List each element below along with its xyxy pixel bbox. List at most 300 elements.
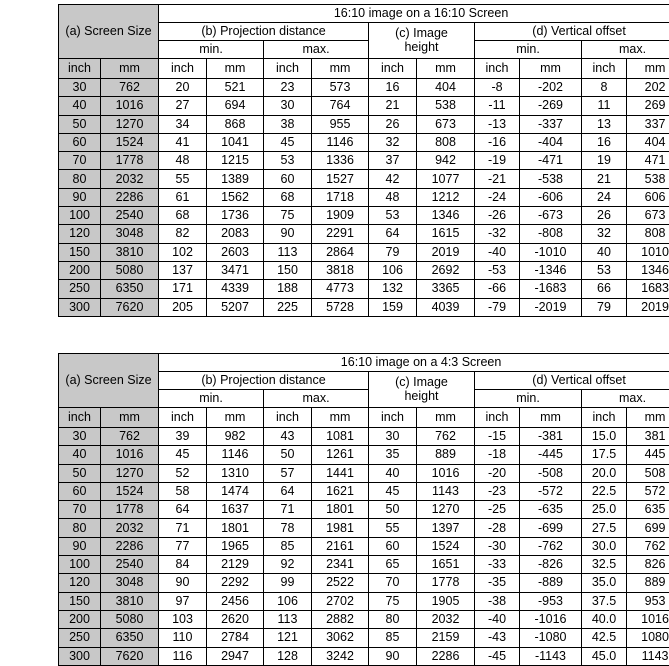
table-cell: -21 bbox=[475, 170, 520, 188]
table-cell: 64 bbox=[264, 482, 312, 500]
unit-cell: inch bbox=[59, 408, 101, 428]
table-cell: 100 bbox=[59, 207, 101, 225]
table-cell: 90 bbox=[264, 225, 312, 243]
table-cell: 80 bbox=[59, 519, 101, 537]
table-cell: 1270 bbox=[417, 501, 475, 519]
table-cell: 1080 bbox=[627, 629, 669, 647]
table-cell: -16 bbox=[475, 133, 520, 151]
table-cell: 1077 bbox=[417, 170, 475, 188]
table-row bbox=[59, 261, 669, 279]
table-cell: 21 bbox=[369, 97, 417, 115]
projection-table-16-10-on-4-3 bbox=[58, 353, 669, 666]
projection-distance-header: (b) Projection distance bbox=[159, 372, 369, 390]
table-cell: 85 bbox=[264, 537, 312, 555]
table-cell: -13 bbox=[475, 115, 520, 133]
table-cell: 3242 bbox=[312, 647, 369, 665]
unit-cell: inch bbox=[369, 59, 417, 79]
table-cell: 40 bbox=[59, 446, 101, 464]
table-cell: 471 bbox=[627, 152, 669, 170]
table-cell: 889 bbox=[627, 574, 669, 592]
table-cell: 61 bbox=[159, 188, 207, 206]
unit-cell: mm bbox=[101, 59, 159, 79]
table-cell: -808 bbox=[520, 225, 582, 243]
table-cell: 2864 bbox=[312, 243, 369, 261]
table-cell: 1146 bbox=[312, 133, 369, 151]
table-cell: 53 bbox=[582, 261, 627, 279]
table-cell: 1441 bbox=[312, 464, 369, 482]
unit-cell: inch bbox=[59, 59, 101, 79]
table-cell: 445 bbox=[627, 446, 669, 464]
table-cell: 1346 bbox=[417, 207, 475, 225]
table-cell: -538 bbox=[520, 170, 582, 188]
table-cell: -11 bbox=[475, 97, 520, 115]
table-cell: 113 bbox=[264, 243, 312, 261]
vertical-offset-header: (d) Vertical offset bbox=[475, 372, 669, 390]
table-row bbox=[59, 152, 669, 170]
projection-distance-max-header: max. bbox=[264, 41, 369, 59]
table-row bbox=[59, 629, 669, 647]
projection-distance-min-header: min. bbox=[159, 390, 264, 408]
table-cell: 102 bbox=[159, 243, 207, 261]
table-cell: 2032 bbox=[101, 519, 159, 537]
table-cell: 150 bbox=[59, 592, 101, 610]
table-cell: 106 bbox=[369, 261, 417, 279]
table-cell: 2161 bbox=[312, 537, 369, 555]
unit-cell: mm bbox=[312, 408, 369, 428]
table-cell: -699 bbox=[520, 519, 582, 537]
table-cell: 1718 bbox=[312, 188, 369, 206]
table-cell: 521 bbox=[207, 79, 264, 97]
table-cell: 7620 bbox=[101, 647, 159, 665]
table-cell: 2540 bbox=[101, 207, 159, 225]
table-cell: -606 bbox=[520, 188, 582, 206]
image-height-line-2: height bbox=[369, 41, 474, 54]
table-cell: 5207 bbox=[207, 298, 264, 316]
table-cell: 250 bbox=[59, 280, 101, 298]
table-cell: 17.5 bbox=[582, 446, 627, 464]
table-cell: 92 bbox=[264, 556, 312, 574]
table-cell: 1801 bbox=[312, 501, 369, 519]
unit-cell: inch bbox=[264, 59, 312, 79]
table-cell: 35 bbox=[369, 446, 417, 464]
table-cell: -1016 bbox=[520, 610, 582, 628]
table-cell: 762 bbox=[627, 537, 669, 555]
table-cell: 1041 bbox=[207, 133, 264, 151]
table-cell: 2032 bbox=[417, 610, 475, 628]
table-cell: -40 bbox=[475, 610, 520, 628]
table-cell: 1474 bbox=[207, 482, 264, 500]
table-cell: -673 bbox=[520, 207, 582, 225]
table-cell: 337 bbox=[627, 115, 669, 133]
table-cell: 70 bbox=[369, 574, 417, 592]
table-cell: 200 bbox=[59, 610, 101, 628]
table-cell: 200 bbox=[59, 261, 101, 279]
table-cell: 2032 bbox=[101, 170, 159, 188]
unit-cell: inch bbox=[369, 408, 417, 428]
unit-cell: mm bbox=[417, 408, 475, 428]
table-cell: 45.0 bbox=[582, 647, 627, 665]
table-cell: 19 bbox=[582, 152, 627, 170]
table-cell: 1016 bbox=[101, 97, 159, 115]
table-cell: 1389 bbox=[207, 170, 264, 188]
table-cell: 26 bbox=[582, 207, 627, 225]
table-cell: 1336 bbox=[312, 152, 369, 170]
table-cell: 673 bbox=[627, 207, 669, 225]
table-cell: 75 bbox=[264, 207, 312, 225]
table-cell: 6350 bbox=[101, 629, 159, 647]
table-row bbox=[59, 446, 669, 464]
unit-cell: inch bbox=[159, 408, 207, 428]
table-cell: -15 bbox=[475, 428, 520, 446]
table-cell: -889 bbox=[520, 574, 582, 592]
table-row bbox=[59, 574, 669, 592]
table-cell: 65 bbox=[369, 556, 417, 574]
table-cell: 1965 bbox=[207, 537, 264, 555]
table-cell: -1080 bbox=[520, 629, 582, 647]
table-cell: -35 bbox=[475, 574, 520, 592]
table-cell: 50 bbox=[59, 464, 101, 482]
table-cell: 55 bbox=[369, 519, 417, 537]
unit-cell: inch bbox=[582, 408, 627, 428]
table-cell: -404 bbox=[520, 133, 582, 151]
table-cell: 7620 bbox=[101, 298, 159, 316]
table-cell: -19 bbox=[475, 152, 520, 170]
table-cell: 225 bbox=[264, 298, 312, 316]
table-cell: 40 bbox=[369, 464, 417, 482]
title-row bbox=[59, 354, 669, 372]
title-row bbox=[59, 5, 669, 23]
table-cell: -79 bbox=[475, 298, 520, 316]
table-cell: 3048 bbox=[101, 225, 159, 243]
table-cell: 1016 bbox=[627, 610, 669, 628]
table-row bbox=[59, 188, 669, 206]
table-cell: 79 bbox=[369, 243, 417, 261]
table-cell: 1651 bbox=[417, 556, 475, 574]
image-height-header bbox=[369, 23, 475, 59]
table-cell: 1143 bbox=[627, 647, 669, 665]
table-cell: 694 bbox=[207, 97, 264, 115]
table-cell: 606 bbox=[627, 188, 669, 206]
table-cell: 53 bbox=[264, 152, 312, 170]
table-row bbox=[59, 464, 669, 482]
table-cell: 2456 bbox=[207, 592, 264, 610]
table-cell: 953 bbox=[627, 592, 669, 610]
table-cell: -25 bbox=[475, 501, 520, 519]
table-cell: 2159 bbox=[417, 629, 475, 647]
table-cell: 205 bbox=[159, 298, 207, 316]
table-cell: 27 bbox=[159, 97, 207, 115]
table-cell: -445 bbox=[520, 446, 582, 464]
vertical-offset-min-header: min. bbox=[475, 390, 582, 408]
table-cell: 2286 bbox=[101, 188, 159, 206]
table-cell: 35.0 bbox=[582, 574, 627, 592]
table-cell: 2341 bbox=[312, 556, 369, 574]
table-cell: 3818 bbox=[312, 261, 369, 279]
table-cell: 1270 bbox=[101, 115, 159, 133]
table-cell: 808 bbox=[417, 133, 475, 151]
table-row bbox=[59, 133, 669, 151]
table-cell: 762 bbox=[101, 428, 159, 446]
table-cell: 673 bbox=[417, 115, 475, 133]
screen-size-header: (a) Screen Size bbox=[59, 354, 159, 408]
table-cell: 300 bbox=[59, 298, 101, 316]
table-cell: 34 bbox=[159, 115, 207, 133]
table-cell: 4039 bbox=[417, 298, 475, 316]
table-cell: -40 bbox=[475, 243, 520, 261]
unit-cell: mm bbox=[520, 59, 582, 79]
table-row bbox=[59, 170, 669, 188]
table-title: 16:10 image on a 4:3 Screen bbox=[159, 354, 669, 372]
table-cell: -66 bbox=[475, 280, 520, 298]
table-cell: 1637 bbox=[207, 501, 264, 519]
table-row bbox=[59, 280, 669, 298]
table-cell: 84 bbox=[159, 556, 207, 574]
table-cell: 5728 bbox=[312, 298, 369, 316]
table-cell: 1778 bbox=[101, 152, 159, 170]
table-cell: -28 bbox=[475, 519, 520, 537]
table-cell: -32 bbox=[475, 225, 520, 243]
table-cell: -572 bbox=[520, 482, 582, 500]
table-row bbox=[59, 537, 669, 555]
vertical-offset-max-header: max. bbox=[582, 390, 669, 408]
table-row bbox=[59, 243, 669, 261]
table-cell: 1778 bbox=[101, 501, 159, 519]
unit-cell: mm bbox=[207, 59, 264, 79]
table-cell: 99 bbox=[264, 574, 312, 592]
table-cell: 1016 bbox=[417, 464, 475, 482]
table-cell: 40 bbox=[59, 97, 101, 115]
table-cell: 699 bbox=[627, 519, 669, 537]
table-cell: 1397 bbox=[417, 519, 475, 537]
unit-cell: inch bbox=[475, 59, 520, 79]
table-cell: 5080 bbox=[101, 261, 159, 279]
table-cell: 1905 bbox=[417, 592, 475, 610]
table-row bbox=[59, 207, 669, 225]
table-title: 16:10 image on a 16:10 Screen bbox=[159, 5, 669, 23]
table-cell: 1683 bbox=[627, 280, 669, 298]
unit-cell: mm bbox=[207, 408, 264, 428]
table-cell: 1346 bbox=[627, 261, 669, 279]
table-cell: 20.0 bbox=[582, 464, 627, 482]
unit-cell: mm bbox=[417, 59, 475, 79]
table-cell: 70 bbox=[59, 152, 101, 170]
table-cell: -33 bbox=[475, 556, 520, 574]
table-cell: 2692 bbox=[417, 261, 475, 279]
table-cell: 1261 bbox=[312, 446, 369, 464]
table-cell: 90 bbox=[59, 188, 101, 206]
table-cell: 50 bbox=[369, 501, 417, 519]
table-cell: 32.5 bbox=[582, 556, 627, 574]
table-cell: 1736 bbox=[207, 207, 264, 225]
table-cell: 1524 bbox=[101, 133, 159, 151]
table-cell: -337 bbox=[520, 115, 582, 133]
table-cell: 103 bbox=[159, 610, 207, 628]
table-cell: 1909 bbox=[312, 207, 369, 225]
table-cell: 2286 bbox=[417, 647, 475, 665]
table-cell: 37.5 bbox=[582, 592, 627, 610]
vertical-offset-max-header: max. bbox=[582, 41, 669, 59]
table-cell: 942 bbox=[417, 152, 475, 170]
unit-cell: inch bbox=[264, 408, 312, 428]
table-cell: -24 bbox=[475, 188, 520, 206]
table-row bbox=[59, 115, 669, 133]
table-cell: 66 bbox=[582, 280, 627, 298]
table-cell: 889 bbox=[417, 446, 475, 464]
table-row bbox=[59, 610, 669, 628]
table-cell: -26 bbox=[475, 207, 520, 225]
table-cell: 23 bbox=[264, 79, 312, 97]
table-cell: -1010 bbox=[520, 243, 582, 261]
unit-cell: mm bbox=[101, 408, 159, 428]
table-cell: 24 bbox=[582, 188, 627, 206]
table-cell: 3062 bbox=[312, 629, 369, 647]
table-cell: 1270 bbox=[101, 464, 159, 482]
table-cell: 25.0 bbox=[582, 501, 627, 519]
table-cell: 97 bbox=[159, 592, 207, 610]
table-cell: 2603 bbox=[207, 243, 264, 261]
table-row bbox=[59, 556, 669, 574]
table-cell: 2522 bbox=[312, 574, 369, 592]
unit-cell: mm bbox=[627, 408, 669, 428]
table-body bbox=[59, 354, 669, 666]
table-cell: 80 bbox=[59, 170, 101, 188]
table-cell: 30 bbox=[264, 97, 312, 115]
projection-distance-header: (b) Projection distance bbox=[159, 23, 369, 41]
table-cell: -1143 bbox=[520, 647, 582, 665]
table-cell: 2292 bbox=[207, 574, 264, 592]
table-cell: 60 bbox=[369, 537, 417, 555]
projection-distance-max-header: max. bbox=[264, 390, 369, 408]
table-cell: 77 bbox=[159, 537, 207, 555]
table-cell: 13 bbox=[582, 115, 627, 133]
table-cell: 40 bbox=[582, 243, 627, 261]
table-cell: 106 bbox=[264, 592, 312, 610]
table-cell: 202 bbox=[627, 79, 669, 97]
table-cell: 1524 bbox=[101, 482, 159, 500]
table-cell: 508 bbox=[627, 464, 669, 482]
table-cell: 1016 bbox=[101, 446, 159, 464]
table-cell: 128 bbox=[264, 647, 312, 665]
table-cell: 808 bbox=[627, 225, 669, 243]
unit-cell: mm bbox=[627, 59, 669, 79]
table-cell: 26 bbox=[369, 115, 417, 133]
unit-cell: mm bbox=[520, 408, 582, 428]
table-cell: -381 bbox=[520, 428, 582, 446]
table-cell: 75 bbox=[369, 592, 417, 610]
table-cell: -1346 bbox=[520, 261, 582, 279]
unit-cell: inch bbox=[582, 59, 627, 79]
unit-cell: inch bbox=[159, 59, 207, 79]
table-cell: 150 bbox=[59, 243, 101, 261]
table-cell: 82 bbox=[159, 225, 207, 243]
table-cell: -1683 bbox=[520, 280, 582, 298]
table-cell: 1524 bbox=[417, 537, 475, 555]
table-cell: -18 bbox=[475, 446, 520, 464]
table-cell: 1146 bbox=[207, 446, 264, 464]
projection-distance-min-header: min. bbox=[159, 41, 264, 59]
table-cell: 1310 bbox=[207, 464, 264, 482]
vertical-offset-min-header: min. bbox=[475, 41, 582, 59]
table-cell: 39 bbox=[159, 428, 207, 446]
table-cell: 982 bbox=[207, 428, 264, 446]
table-row bbox=[59, 519, 669, 537]
projection-table-16-10-on-16-10 bbox=[58, 4, 669, 317]
table-cell: 16 bbox=[369, 79, 417, 97]
table-row bbox=[59, 592, 669, 610]
table-cell: 53 bbox=[369, 207, 417, 225]
table-cell: 171 bbox=[159, 280, 207, 298]
table-cell: 2620 bbox=[207, 610, 264, 628]
table-cell: 300 bbox=[59, 647, 101, 665]
table-cell: -43 bbox=[475, 629, 520, 647]
table-cell: 50 bbox=[59, 115, 101, 133]
table-row bbox=[59, 79, 669, 97]
table-cell: 3048 bbox=[101, 574, 159, 592]
unit-row bbox=[59, 408, 669, 428]
unit-cell: inch bbox=[475, 408, 520, 428]
table-cell: 250 bbox=[59, 629, 101, 647]
table-cell: 30 bbox=[59, 428, 101, 446]
table-cell: 764 bbox=[312, 97, 369, 115]
table-cell: 30 bbox=[369, 428, 417, 446]
table-cell: 1010 bbox=[627, 243, 669, 261]
image-height-line-1: (c) Image bbox=[369, 27, 474, 40]
table-cell: -45 bbox=[475, 647, 520, 665]
table-cell: 538 bbox=[627, 170, 669, 188]
table-row bbox=[59, 225, 669, 243]
table-cell: 48 bbox=[159, 152, 207, 170]
table-cell: 11 bbox=[582, 97, 627, 115]
table-cell: -826 bbox=[520, 556, 582, 574]
table-body bbox=[59, 5, 669, 317]
table-cell: 71 bbox=[159, 519, 207, 537]
table-cell: 78 bbox=[264, 519, 312, 537]
table-cell: 80 bbox=[369, 610, 417, 628]
table-cell: 30.0 bbox=[582, 537, 627, 555]
table-cell: 45 bbox=[264, 133, 312, 151]
table-cell: 1981 bbox=[312, 519, 369, 537]
table-cell: -635 bbox=[520, 501, 582, 519]
table-cell: 2083 bbox=[207, 225, 264, 243]
table-cell: 60 bbox=[59, 482, 101, 500]
table-cell: -202 bbox=[520, 79, 582, 97]
table-cell: 71 bbox=[264, 501, 312, 519]
table-cell: -2019 bbox=[520, 298, 582, 316]
table-cell: 3810 bbox=[101, 243, 159, 261]
table-cell: -8 bbox=[475, 79, 520, 97]
table-cell: 538 bbox=[417, 97, 475, 115]
table-cell: 38 bbox=[264, 115, 312, 133]
table-cell: 269 bbox=[627, 97, 669, 115]
table-row bbox=[59, 482, 669, 500]
table-cell: 3471 bbox=[207, 261, 264, 279]
table-cell: 2286 bbox=[101, 537, 159, 555]
table-cell: 90 bbox=[159, 574, 207, 592]
table-cell: 1143 bbox=[417, 482, 475, 500]
table-cell: 48 bbox=[369, 188, 417, 206]
table-cell: 1778 bbox=[417, 574, 475, 592]
table-cell: 2702 bbox=[312, 592, 369, 610]
table-cell: 68 bbox=[159, 207, 207, 225]
table-cell: 90 bbox=[59, 537, 101, 555]
table-cell: 4339 bbox=[207, 280, 264, 298]
table-cell: 573 bbox=[312, 79, 369, 97]
table-cell: 68 bbox=[264, 188, 312, 206]
table-cell: 64 bbox=[159, 501, 207, 519]
table-cell: 762 bbox=[101, 79, 159, 97]
table-cell: 55 bbox=[159, 170, 207, 188]
table-cell: 60 bbox=[59, 133, 101, 151]
